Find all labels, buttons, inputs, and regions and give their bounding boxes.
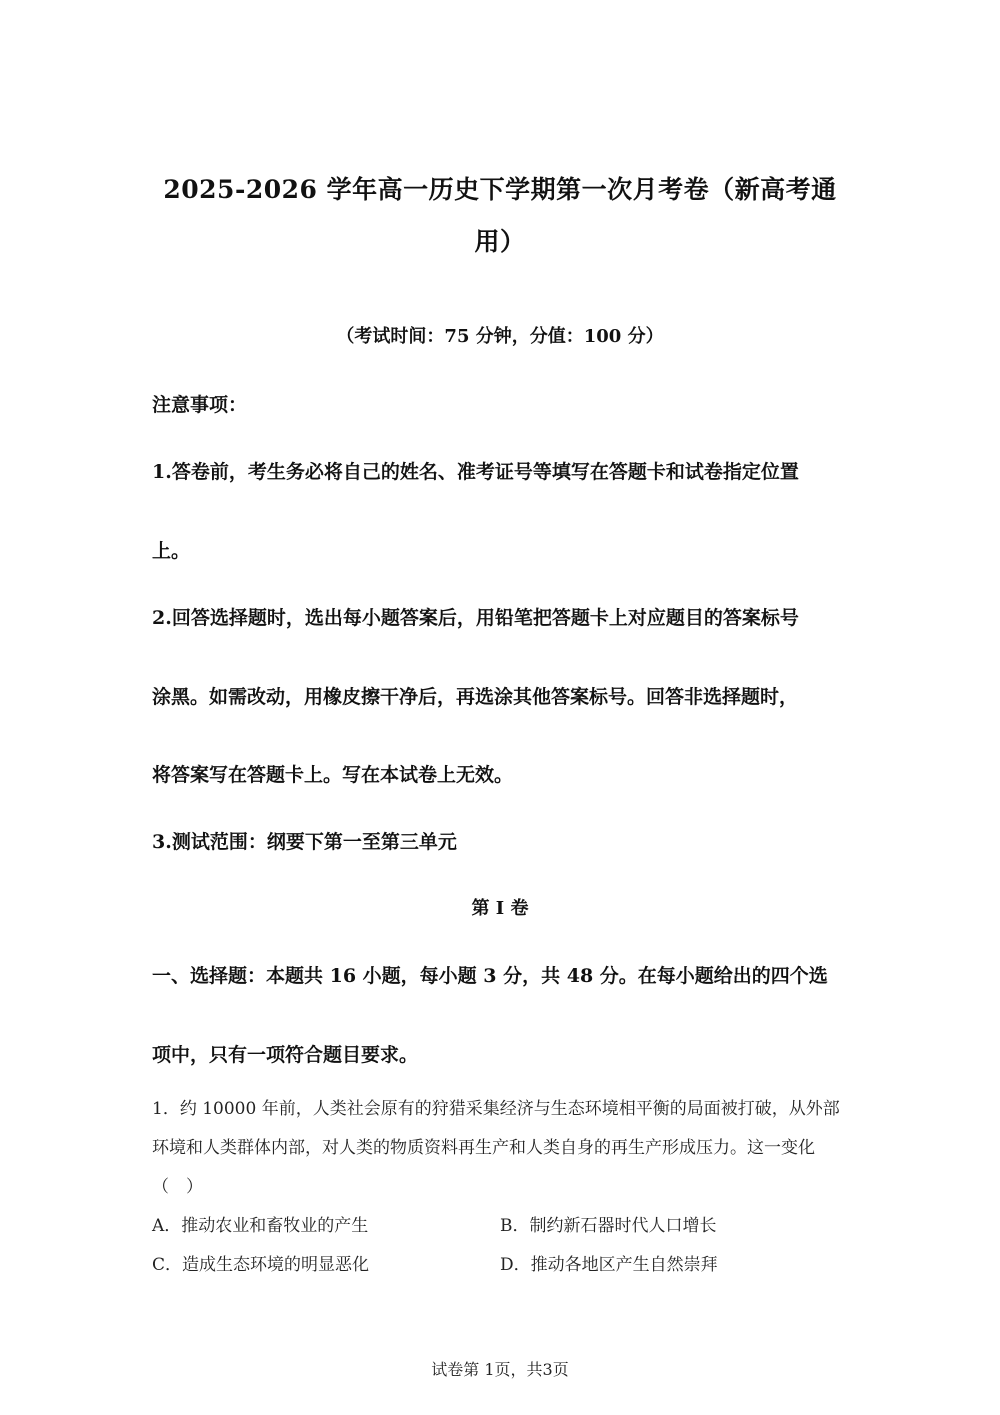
section-heading-line-1: 一、选择题：本题共 16 小题，每小题 3 分，共 48 分。在每小题给出的四个选 <box>152 965 828 987</box>
question-1-line-2: 环境和人类群体内部，对人类的物质资料再生产和人类自身的再生产形成压力。这一变化 <box>152 1138 815 1158</box>
question-1-option-c: C．造成生态环境的明显恶化 <box>152 1255 370 1275</box>
question-1-line-1: 1．约 10000 年前，人类社会原有的狩猎采集经济与生态环境相平衡的局面被打破，从外部 <box>152 1099 840 1119</box>
question-1-answer-blank: （ ） <box>152 1177 203 1197</box>
question-1-option-d: D．推动各地区产生自然崇拜 <box>500 1255 718 1275</box>
exam-title-line-1: 2025-2026 学年高一历史下学期第一次月考卷（新高考通 <box>163 175 837 204</box>
exam-time-score: （考试时间：75 分钟，分值：100 分） <box>336 326 664 347</box>
notice-line-3: 2.回答选择题时，选出每小题答案后，用铅笔把答题卡上对应题目的答案标号 <box>152 607 799 629</box>
notice-heading: 注意事项： <box>152 394 248 416</box>
page-footer: 试卷第 1页，共3页 <box>431 1360 569 1379</box>
section-heading-line-2: 项中，只有一项符合题目要求。 <box>152 1044 419 1066</box>
notice-line-4: 涂黑。如需改动，用橡皮擦干净后，再选涂其他答案标号。回答非选择题时， <box>152 686 799 708</box>
notice-line-5: 将答案写在答题卡上。写在本试卷上无效。 <box>152 764 514 786</box>
question-1-option-a: A．推动农业和畜牧业的产生 <box>152 1216 369 1236</box>
notice-line-2: 上。 <box>152 540 191 562</box>
notice-line-6: 3.测试范围：纲要下第一至第三单元 <box>152 831 457 853</box>
question-1-option-b: B．制约新石器时代人口增长 <box>500 1216 717 1236</box>
exam-title-line-2: 用） <box>474 227 526 256</box>
volume-label: 第 Ⅰ 卷 <box>471 898 529 919</box>
notice-line-1: 1.答卷前，考生务必将自己的姓名、准考证号等填写在答题卡和试卷指定位置 <box>152 461 799 483</box>
